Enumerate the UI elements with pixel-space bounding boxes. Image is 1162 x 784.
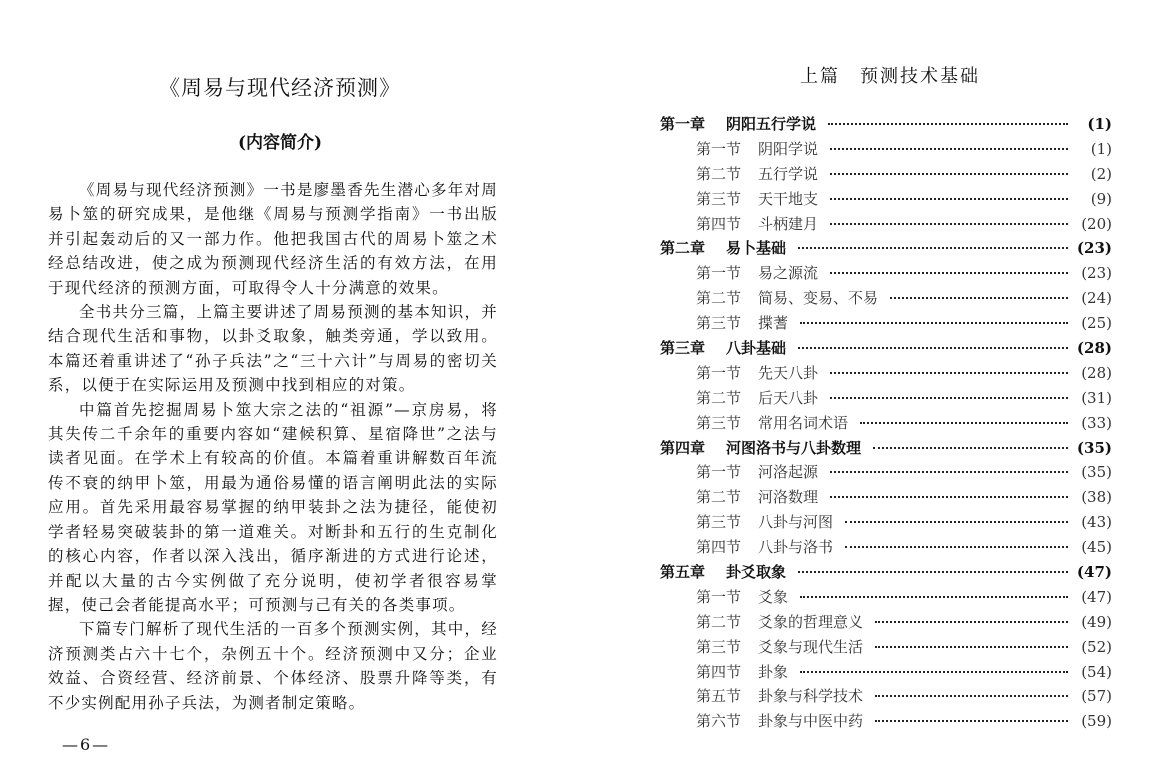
toc-entry-number: 第五章	[660, 563, 706, 582]
toc-chapter-row	[660, 337, 1112, 362]
toc-entry-number: 第二节	[696, 289, 742, 308]
toc-page-number: (49)	[1081, 612, 1112, 631]
toc-dot-leader	[860, 422, 1068, 424]
toc-page-number: (24)	[1081, 289, 1112, 308]
toc-entry-number: 第三节	[696, 637, 742, 656]
toc-entry-label	[696, 685, 863, 706]
toc-entry-label	[696, 486, 818, 507]
toc-chapter-row	[660, 437, 1112, 462]
toc-section-row	[660, 511, 1112, 536]
toc-entry-number: 第一章	[660, 115, 706, 133]
toc-dot-leader	[875, 695, 1068, 697]
toc-entry-title: 卦象	[758, 662, 789, 681]
toc-entry-number: 第四章	[660, 438, 706, 457]
toc-page-number: (23)	[1081, 264, 1112, 283]
toc-entry-number: 第一节	[696, 587, 742, 606]
intro-body	[48, 178, 498, 715]
toc-section-row	[660, 412, 1112, 437]
toc-section-row	[660, 611, 1112, 636]
toc-entry-label	[696, 586, 788, 607]
toc-entry-title: 八卦与洛书	[758, 538, 834, 557]
toc-entry-label	[696, 636, 863, 657]
toc-dot-leader	[830, 372, 1068, 374]
toc-entry-label	[696, 312, 788, 333]
toc-entry-label	[696, 536, 833, 557]
toc-entry-number: 第二节	[696, 388, 742, 407]
toc-section-row	[660, 262, 1112, 287]
toc-entry-number: 第一节	[696, 264, 742, 283]
toc-section-row	[660, 138, 1112, 163]
toc-entry-label	[660, 561, 786, 582]
toc-dot-leader	[845, 521, 1068, 523]
toc-page-number: (20)	[1081, 214, 1112, 233]
toc-entry-number: 第四节	[696, 662, 742, 681]
toc-page-number: (31)	[1081, 388, 1112, 407]
toc-dot-leader	[800, 322, 1068, 324]
toc-page-number: (45)	[1081, 538, 1112, 557]
toc-entry-label	[696, 661, 788, 682]
toc-section-row	[660, 287, 1112, 312]
toc-entry-label	[696, 710, 863, 731]
toc-entry-title: 先天八卦	[758, 363, 819, 382]
toc-entry-label	[660, 337, 786, 358]
toc-entry-label	[660, 237, 786, 258]
toc-dot-leader	[875, 720, 1068, 722]
toc-entry-number: 第三章	[660, 339, 706, 358]
toc-page-number: (47)	[1081, 587, 1112, 606]
toc-page-number: (38)	[1081, 488, 1112, 507]
toc-dot-leader	[830, 397, 1068, 399]
toc-dot-leader	[800, 596, 1068, 598]
toc-dot-leader	[875, 621, 1068, 623]
toc-entry-number: 第二节	[696, 164, 742, 183]
toc-entry-title: 卦象与科学技术	[758, 687, 864, 706]
toc-section-row	[660, 163, 1112, 188]
toc-entry-label	[696, 387, 818, 408]
toc-entry-number: 第二节	[696, 488, 742, 507]
toc-chapter-row	[660, 561, 1112, 586]
toc-section-row	[660, 213, 1112, 238]
toc-section-row	[660, 586, 1112, 611]
toc-dot-leader	[830, 148, 1068, 150]
part-title: 上篇 预测技术基础	[800, 66, 980, 87]
toc-entry-number: 第三节	[696, 189, 742, 208]
toc-entry-label	[696, 461, 818, 482]
toc-entry-number: 第一节	[696, 463, 742, 482]
toc-entry-title: 常用名词术语	[758, 413, 849, 432]
toc-page-number: (57)	[1081, 687, 1112, 706]
toc-entry-title: 八卦与河图	[758, 513, 834, 532]
toc-section-row	[660, 188, 1112, 213]
toc-section-row	[660, 536, 1112, 561]
toc-dot-leader	[828, 123, 1068, 125]
toc-page-number: (28)	[1076, 339, 1112, 358]
toc-dot-leader	[798, 347, 1068, 349]
toc-page-number: (33)	[1081, 413, 1112, 432]
toc-page-number: (1)	[1090, 139, 1112, 158]
toc-dot-leader	[890, 297, 1068, 299]
toc-entry-title: 河图洛书与八卦数理	[726, 438, 862, 457]
paragraph: 中篇首先挖掘周易卜筮大宗之法的“祖源”—京房易，将其失传二千余年的重要内容如“建候积算、星宿降世”之法与读者见面。在学术上有较高的价值。本篇着重讲解数百年流传不衰的纳甲卜筮，用最为通俗易懂的语言阐明此法的实际应用。首先采用最容易掌握的纳甲装卦之法为捷径，能使初学者轻易突破装卦的第一道难关。对断卦和五行的生克制化的核心内容，作者以深入浅出，循序渐进的方式进行论述，并配以大量的古今实例做了充分说明，使初学者很容易掌握，使己会者能提高水平；可预测与己有关的各类事项。	[48, 400, 498, 614]
book-title: 《周易与现代经济预测》	[159, 76, 401, 100]
toc-entry-title: 简易、变易、不易	[758, 289, 879, 308]
toc-entry-number: 第五节	[696, 687, 742, 706]
toc-entry-title: 八卦基础	[726, 339, 787, 358]
toc-page-number: (28)	[1081, 363, 1112, 382]
toc-chapter-row	[660, 237, 1112, 262]
toc-entry-number: 第三节	[696, 513, 742, 532]
toc-entry-number: 第六节	[696, 712, 742, 731]
toc-entry-number: 第三节	[696, 314, 742, 333]
toc-entry-number: 第一节	[696, 139, 742, 158]
toc-entry-label	[696, 163, 818, 184]
toc-entry-title: 卦象与中医中药	[758, 712, 864, 731]
toc-entry-number: 第二节	[696, 612, 742, 631]
toc-dot-leader	[800, 671, 1068, 673]
toc-chapter-row	[660, 113, 1112, 138]
toc-entry-number: 第四节	[696, 538, 742, 557]
toc-section-row	[660, 312, 1112, 337]
toc-entry-title: 阴阳学说	[758, 139, 819, 158]
toc-entry-title: 河洛数理	[758, 488, 819, 507]
toc-entry-label	[696, 188, 818, 209]
left-page	[0, 0, 560, 784]
toc-entry-label	[696, 138, 818, 159]
toc-entry-title: 易卜基础	[726, 239, 787, 258]
page-number: —6—	[62, 735, 111, 754]
paragraph: 下篇专门解析了现代生活的一百多个预测实例，其中，经济预测类占六十七个，杂例五十个。经济预测中又分；企业效益、合资经营、经济前景、个体经济、股票升降等类，有不少实例配用孙子兵法，为测者制定策略。	[48, 620, 498, 712]
toc-page-number: (1)	[1087, 115, 1112, 133]
toc-entry-title: 后天八卦	[758, 388, 819, 407]
toc-entry-label	[660, 437, 861, 458]
paragraph: 全书共分三篇，上篇主要讲述了周易预测的基本知识，并结合现代生活和事物，以卦爻取象，触类旁通，学以致用。本篇还着重讲述了“孙子兵法”之“三十六计”与周易的密切关系，以便于在实际运用及预测中找到相应的对策。	[48, 303, 498, 395]
toc-page-number: (2)	[1090, 164, 1112, 183]
toc-entry-label	[696, 262, 818, 283]
toc-dot-leader	[798, 247, 1068, 249]
toc-entry-number: 第一节	[696, 363, 742, 382]
toc-section-row	[660, 387, 1112, 412]
toc-section-row	[660, 362, 1112, 387]
intro-heading: (内容简介)	[237, 133, 323, 153]
toc-section-row	[660, 661, 1112, 686]
paragraph: 《周易与现代经济预测》一书是廖墨香先生潜心多年对周易卜筮的研究成果，是他继《周易与预测学指南》一书出版并引起轰动后的又一部力作。他把我国古代的周易卜筮之术经总结改进，使之成为预测现代经济生活的有效方法，在用于现代经济的预测方面，可取得令人十分满意的效果。	[48, 181, 498, 297]
toc-entry-title: 爻象	[758, 587, 789, 606]
toc-page-number: (43)	[1081, 513, 1112, 532]
toc-dot-leader	[873, 447, 1068, 449]
toc-page-number: (35)	[1076, 438, 1112, 457]
toc-entry-number: 第二章	[660, 239, 706, 258]
toc-entry-title: 河洛起源	[758, 463, 819, 482]
toc-page-number: (25)	[1081, 314, 1112, 333]
toc-entry-number: 第三节	[696, 413, 742, 432]
toc-entry-title: 斗柄建月	[758, 214, 819, 233]
toc-entry-label	[696, 213, 818, 234]
toc-dot-leader	[830, 272, 1068, 274]
toc-dot-leader	[830, 173, 1068, 175]
toc-entry-title: 阴阳五行学说	[726, 115, 817, 133]
toc-entry-number: 第四节	[696, 214, 742, 233]
toc-section-row	[660, 685, 1112, 710]
toc-page-number: (9)	[1090, 189, 1112, 208]
toc-section-row	[660, 710, 1112, 735]
toc-entry-label	[660, 113, 816, 134]
toc-section-row	[660, 486, 1112, 511]
toc-entry-title: 揲蓍	[758, 314, 789, 333]
toc-entry-title: 五行学说	[758, 164, 819, 183]
toc-dot-leader	[830, 223, 1068, 225]
toc-entry-title: 天干地支	[758, 189, 819, 208]
table-of-contents	[660, 113, 1112, 735]
toc-page-number: (54)	[1081, 662, 1112, 681]
toc-dot-leader	[830, 496, 1068, 498]
toc-page-number: (35)	[1081, 463, 1112, 482]
toc-entry-label	[696, 611, 863, 632]
toc-section-row	[660, 461, 1112, 486]
toc-dot-leader	[875, 646, 1068, 648]
toc-entry-label	[696, 511, 833, 532]
toc-page-number: (59)	[1081, 712, 1112, 731]
toc-page-number: (47)	[1076, 563, 1112, 582]
toc-entry-label	[696, 412, 848, 433]
toc-entry-label	[696, 362, 818, 383]
toc-entry-title: 卦爻取象	[726, 563, 787, 582]
toc-section-row	[660, 636, 1112, 661]
toc-page-number: (52)	[1081, 637, 1112, 656]
toc-dot-leader	[830, 198, 1068, 200]
toc-dot-leader	[830, 471, 1068, 473]
toc-page-number: (23)	[1076, 239, 1112, 258]
toc-entry-title: 爻象与现代生活	[758, 637, 864, 656]
toc-entry-title: 爻象的哲理意义	[758, 612, 864, 631]
toc-dot-leader	[845, 546, 1068, 548]
toc-entry-title: 易之源流	[758, 264, 819, 283]
right-page	[600, 0, 1162, 784]
toc-entry-label	[696, 287, 878, 308]
toc-dot-leader	[798, 571, 1068, 573]
